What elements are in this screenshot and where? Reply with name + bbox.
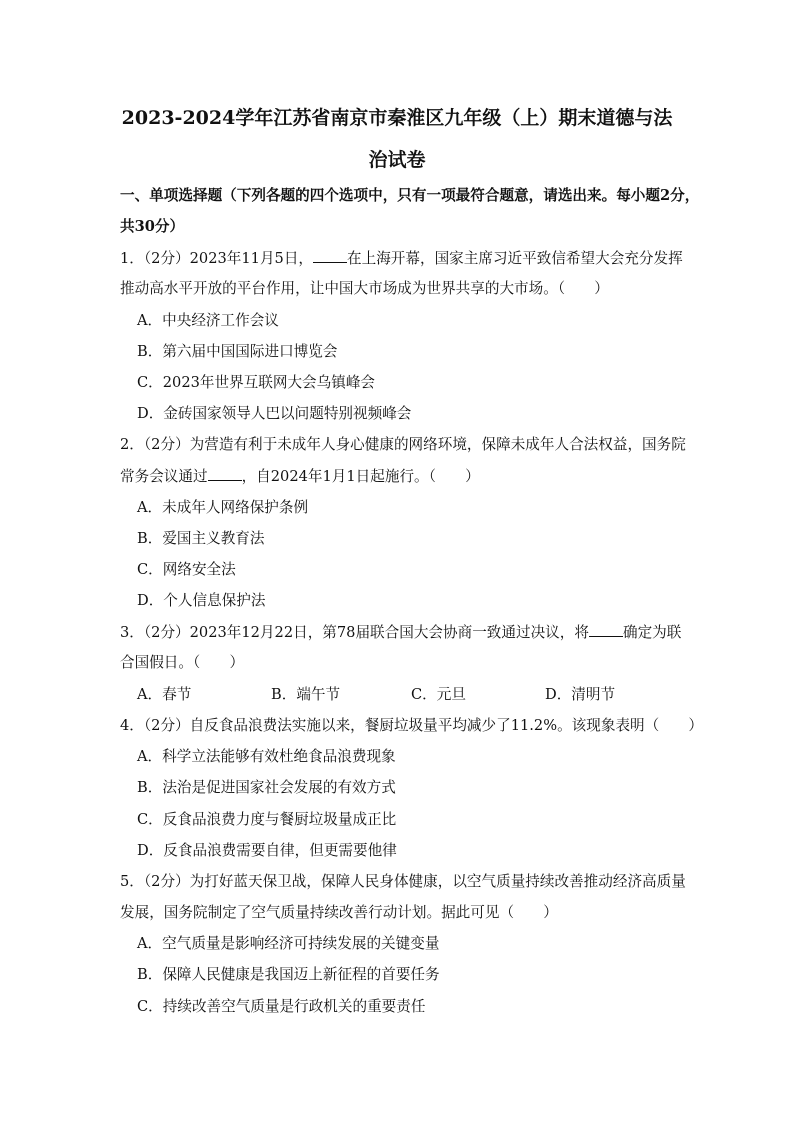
question-2-stem: 2．（2分）为营造有利于未成年人身心健康的网络环境，保障未成年人合法权益，国务院 — [120, 436, 686, 453]
section-heading-line-2: 共30分） — [120, 218, 185, 235]
question-1-stem-part-b: 在上海开幕，国家主席习近平致信希望大会充分发挥 — [347, 250, 683, 267]
question-2-stem-line-2 — [120, 466, 480, 487]
question-3-option-b: B．端午节 — [271, 686, 341, 703]
question-1-option-b: B．第六届中国国际进口博览会 — [137, 343, 338, 360]
question-3-option-a: A．春节 — [137, 686, 192, 703]
question-3-option-d: D．清明节 — [545, 686, 616, 703]
question-5-stem-line-2: 发展，国务院制定了空气质量持续改善行动计划。据此可见（ ） — [120, 904, 558, 921]
question-3-stem-part-b: 确定为联 — [622, 624, 682, 641]
question-3-stem-line-2: 合国假日。（ ） — [120, 654, 245, 671]
question-1-stem-part-a: 1．（2分）2023年11月5日， — [120, 250, 314, 267]
question-3-stem — [120, 622, 681, 643]
question-4-option-a: A．科学立法能够有效杜绝食品浪费现象 — [137, 748, 396, 765]
question-2-option-d: D．个人信息保护法 — [137, 592, 266, 609]
exam-title-line-1: 2023-2024学年江苏省南京市秦淮区九年级（上）期末道德与法 — [121, 107, 673, 129]
question-4-stem: 4．（2分）自反食品浪费法实施以来，餐厨垃圾量平均减少了11.2%。该现象表明（ ） — [120, 717, 704, 734]
question-2-option-c: C．网络安全法 — [137, 561, 236, 578]
question-4-option-d: D．反食品浪费需要自律，但更需要他律 — [137, 842, 397, 859]
question-1-option-c: C．2023年世界互联网大会乌镇峰会 — [137, 374, 376, 391]
question-5-option-b: B．保障人民健康是我国迈上新征程的首要任务 — [137, 966, 440, 983]
question-1-stem-line-2: 推动高水平开放的平台作用，让中国大市场成为世界共享的大市场。（ ） — [120, 280, 609, 297]
section-heading-line-1: 一、单项选择题（下列各题的四个选项中，只有一项最符合题意，请选出来。每小题2分， — [120, 187, 700, 204]
question-3-stem-part-a: 3．（2分）2023年12月22日，第78届联合国大会协商一致通过决议，将 — [120, 624, 589, 641]
question-2-option-b: B．爱国主义教育法 — [137, 530, 265, 547]
question-1-option-d: D．金砖国家领导人巴以问题特别视频峰会 — [137, 405, 412, 422]
question-4-option-b: B．法治是促进国家社会发展的有效方式 — [137, 779, 396, 796]
question-1-option-a: A．中央经济工作会议 — [137, 312, 279, 329]
question-2-option-a: A．未成年人网络保护条例 — [137, 499, 309, 516]
question-5-stem: 5．（2分）为打好蓝天保卫战，保障人民身体健康，以空气质量持续改善推动经济高质量 — [120, 873, 686, 890]
question-3-option-c: C．元旦 — [411, 686, 466, 703]
question-2-stem-part-a: 常务会议通过 — [120, 468, 208, 485]
question-5-option-c: C．持续改善空气质量是行政机关的重要责任 — [137, 998, 426, 1015]
question-2-stem-part-b: ，自2024年1月1日起施行。（ ） — [241, 468, 480, 485]
answer-blank — [313, 248, 347, 263]
exam-title-line-2: 治试卷 — [368, 149, 426, 171]
answer-blank — [208, 466, 242, 481]
question-4-option-c: C．反食品浪费力度与餐厨垃圾量成正比 — [137, 811, 397, 828]
answer-blank — [589, 622, 623, 637]
question-1-stem — [120, 248, 683, 269]
question-5-option-a: A．空气质量是影响经济可持续发展的关键变量 — [137, 935, 440, 952]
